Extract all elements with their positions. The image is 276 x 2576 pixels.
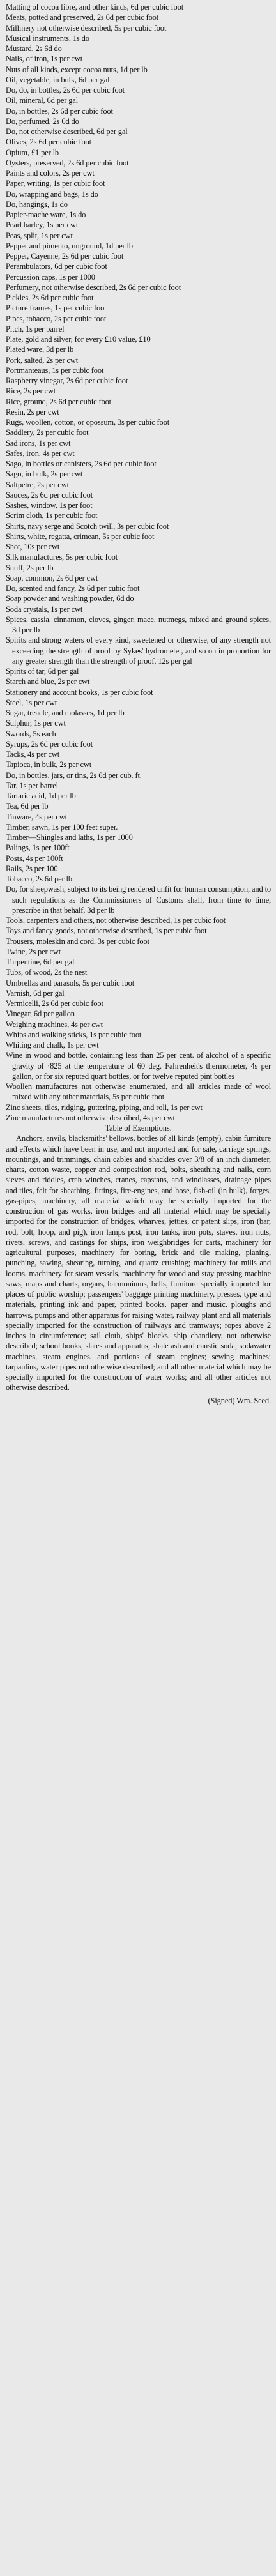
tariff-item: Do, for sheepwash, subject to its being rendered unfit for human consumption, and to such regulations as the Commissioners of Customs shall, from time to time, prescribe in that behalf, 3d per lb: [6, 885, 271, 915]
tariff-item: Shirts, white, regatta, crimean, 5s per cubic foot: [6, 531, 155, 541]
tariff-item: Do, scented and fancy, 2s 6d per cubic foot: [6, 584, 140, 593]
tariff-item: Whiting and chalk, 1s per cwt: [6, 1040, 99, 1049]
tariff-item: Do, do, in bottles, 2s 6d per cubic foot: [6, 86, 125, 95]
tariff-item: Shot, 10s per cwt: [6, 542, 60, 551]
tariff-item: Peas, split, 1s per cwt: [6, 231, 73, 240]
tariff-item: Tea, 6d per lb: [6, 802, 49, 811]
tariff-item: Spirits of tar, 6d per gal: [6, 667, 79, 676]
tariff-item: Sago, in bottles or canisters, 2s 6d per cubic foot: [6, 459, 157, 468]
tariff-item: Raspberry vinegar, 2s 6d per cubic foot: [6, 376, 128, 385]
tariff-item: Snuff, 2s per lb: [6, 563, 54, 572]
tariff-item: Oysters, preserved, 2s 6d per cubic foot: [6, 158, 129, 167]
tariff-item: Sad irons, 1s per cwt: [6, 438, 71, 448]
tariff-item: Matting of cocoa fibre, and other kinds, 6d per cubic foot: [6, 3, 184, 11]
tariff-item: Musical instruments, 1s do: [6, 33, 89, 43]
tariff-item-list: [6, 2, 271, 1123]
tariff-item: Sago, in bulk, 2s per cwt: [6, 469, 83, 479]
tariff-item: Zinc sheets, tiles, ridging, guttering, piping, and roll, 1s per cwt: [6, 1102, 203, 1112]
tariff-item: Saddlery, 2s per cubic foot: [6, 428, 89, 438]
tariff-item: Turpentine, 6d per gal: [6, 957, 75, 966]
tariff-item: Paints and colors, 2s per cwt: [6, 169, 95, 178]
tariff-item: Rice, ground, 2s 6d per cubic foot: [6, 397, 111, 406]
tariff-item: Oil, mineral, 6d per gal: [6, 96, 79, 105]
exemptions-paragraph: Anchors, anvils, blacksmiths' bellows, bottles of all kinds (empty), cabin furniture and effects which have been in use, and not imported and for sale, carriage springs, mountings, and trimmings, chain cables and shackles over 3/8 of an inch diameter, charts, cotton waste, copper and composition rod, bolts, sheathing and nails, corn sieves and riddles, crab winches, cranes, capstans, and windlasses, drainage pipes and tiles, felt for sheathing, fittings, fire-engines, and hose, fish-oil (in bulk), forges, gas-pipes, machinery, all material which may be specially imported for the construction of gas works, iron bridges and all material which may be specially imported for the construction of bridges, wharves, jetties, or patent slips, iron (bar, rod, bolt, hoop, and pig), iron lamps post, iron tanks, iron pots, staves, iron nuts, rivets, screws, and castings for ships, iron weighbridges for carts, machinery for agricultural purposes, machinery for boring, brick and tile making, planing, punching, sawing, shearing, turning, and quartz crushing; machinery for mills and looms, machinery for steam vessels, machinery for wood and stay pressing machine saws, maps and charts, organs, harmoniums, bells, furniture specially imported for places of public worship; passengers' baggage printing machinery, presses, type and materials, printing ink and paper, printed books, paper and music, ploughs and harrows, pumps and other apparatus for raising water, railway plant and all materials specially imported for the construction of railways and tramways; ropes above 2 inches in circumference; sail cloth, ships' blocks, ship chandlery, not otherwise described; school books, slates and apparatus; shale ash and caustic soda; sodawater machines, steam engines, and portions of steam engines; sewing machines; tarpaulins, water pipes not otherwise described; and all other material which may be specially imported for the construction of water works; and all other articles not otherwise described.: [6, 1134, 271, 1392]
tariff-item: Do, not otherwise described, 6d per gal: [6, 127, 128, 136]
tariff-item: Wine in wood and bottle, containing less than 25 per cent. of alcohol of a specific gravity of ·825 at the temperature of 60 deg. Fahrenheit's thermometer, 4s per gallon, or for six reputed quart bottles, or for twelve reputed pint bottles: [6, 1051, 271, 1081]
tariff-item: Resin, 2s per cwt: [6, 407, 59, 416]
tariff-item: Spices, cassia, cinnamon, cloves, ginger, mace, nutmegs, mixed and ground spices, 3d per lb: [6, 614, 271, 634]
tariff-item: Perfumery, not otherwise described, 2s 6d per cubic foot: [6, 282, 181, 292]
tariff-item: Plate, gold and silver, for every £10 value, £10: [6, 335, 151, 344]
tariff-item: Millinery not otherwise described, 5s per cubic foot: [6, 23, 167, 33]
tariff-item: Oil, vegetable, in bulk, 6d per gal: [6, 75, 110, 84]
tariff-item: Tacks, 4s per cwt: [6, 750, 60, 759]
tariff-item: Weighing machines, 4s per cwt: [6, 1019, 103, 1029]
exemptions-heading: Table of Exemptions.: [105, 1124, 172, 1132]
tariff-item: Do, wrapping and bags, 1s do: [6, 189, 98, 199]
tariff-item: Varnish, 6d per gal: [6, 988, 65, 998]
tariff-item: Papier-mache ware, 1s do: [6, 210, 86, 219]
tariff-item: Soda crystals, 1s per cwt: [6, 604, 83, 614]
tariff-item: Sugar, treacle, and molasses, 1d per lb: [6, 708, 125, 717]
tariff-item: Perambulators, 6d per cubic foot: [6, 262, 107, 271]
tariff-item: Tubs, of wood, 2s the nest: [6, 968, 88, 977]
tariff-item: Pipes, tobacco, 2s per cubic foot: [6, 314, 107, 323]
tariff-item: Plated ware, 3d per lb: [6, 345, 74, 354]
tariff-item: Soap, common, 2s 6d per cwt: [6, 573, 98, 583]
tariff-item: Rice, 2s per cwt: [6, 386, 56, 396]
tariff-item: Tapioca, in bulk, 2s per cwt: [6, 760, 92, 770]
tariff-item: Do, perfumed, 2s 6d do: [6, 116, 79, 126]
tariff-item: Tobacco, 2s 6d per lb: [6, 874, 72, 883]
tariff-item: Spirits and strong waters of every kind, sweetened or otherwise, of any strength not exceeding the strength of proof by Sykes' hydrometer, and so on in proportion for any greater strength than the strength of proof, 12s per gal: [6, 636, 271, 666]
tariff-item: Sulphur, 1s per cwt: [6, 719, 66, 728]
signature: (Signed) Wm. Seed.: [208, 1396, 271, 1405]
tariff-item: Mustard, 2s 6d do: [6, 44, 62, 53]
tariff-item: Starch and blue, 2s per cwt: [6, 677, 90, 687]
tariff-item: Pepper and pimento, unground, 1d per lb: [6, 241, 133, 250]
tariff-item: Nails, of iron, 1s per cwt: [6, 54, 83, 64]
tariff-item: Sashes, window, 1s per foot: [6, 501, 93, 510]
tariff-item: Tinware, 4s per cwt: [6, 812, 67, 821]
tariff-item: Stationery and account books, 1s per cubic foot: [6, 687, 153, 697]
tariff-item: Pork, salted, 2s per cwt: [6, 355, 79, 365]
tariff-item: Vinegar, 6d per gallon: [6, 1009, 75, 1019]
tariff-item: Do, in bottles, jars, or tins, 2s 6d per cub. ft.: [6, 770, 142, 780]
tariff-item: Paper, writing, 1s per cubic foot: [6, 179, 105, 188]
tariff-item: Whips and walking sticks, 1s per cubic foot: [6, 1030, 142, 1039]
tariff-item: Meats, potted and preserved, 2s 6d per cubic foot: [6, 13, 159, 22]
tariff-item: Toys and fancy goods, not otherwise described, 1s per cubic foot: [6, 926, 207, 936]
tariff-item: Palings, 1s per 100ft: [6, 843, 70, 853]
tariff-item: Portmanteaus, 1s per cubic foot: [6, 365, 104, 375]
tariff-item: Syrups, 2s 6d per cubic foot: [6, 739, 93, 749]
tariff-item: Tar, 1s per barrel: [6, 781, 58, 790]
tariff-item: Sauces, 2s 6d per cubic foot: [6, 490, 93, 499]
tariff-item: Posts, 4s per 100ft: [6, 853, 63, 863]
tariff-item: Pickles, 2s 6d per cubic foot: [6, 293, 94, 302]
tariff-item: Saltpetre, 2s per cwt: [6, 480, 69, 489]
tariff-item: Rails, 2s per 100: [6, 864, 58, 873]
tariff-item: Tools, carpenters and others, not otherwise described, 1s per cubic foot: [6, 916, 226, 925]
tariff-item: Picture frames, 1s per cubic foot: [6, 303, 107, 313]
tariff-item: Timber—Shingles and laths, 1s per 1000: [6, 833, 133, 842]
tariff-item: Twine, 2s per cwt: [6, 947, 61, 956]
tariff-item: Shirts, navy serge and Scotch twill, 3s per cubic foot: [6, 521, 169, 531]
tariff-item: Do, in bottles, 2s 6d per cubic foot: [6, 106, 113, 116]
tariff-item: Swords, 5s each: [6, 729, 56, 738]
tariff-item: Nuts of all kinds, except cocoa nuts, 1d per lb: [6, 65, 148, 74]
tariff-item: Steel, 1s per cwt: [6, 697, 57, 707]
tariff-item: Vermicelli, 2s 6d per cubic foot: [6, 999, 103, 1008]
tariff-item: Rugs, woollen, cotton, or opossum, 3s per cubic foot: [6, 418, 170, 427]
tariff-item: Trousers, moleskin and cord, 3s per cubic foot: [6, 936, 150, 946]
tariff-item: Woollen manufactures not otherwise enumerated, and all articles made of wool mixed with any other materials, 5s per cubic foot: [6, 1082, 271, 1102]
tariff-item: Safes, iron, 4s per cwt: [6, 448, 75, 458]
tariff-item: Pitch, 1s per barrel: [6, 324, 65, 333]
tariff-item: Pepper, Cayenne, 2s 6d per cubic foot: [6, 252, 124, 261]
tariff-item: Opium, £1 per lb: [6, 148, 59, 157]
tariff-item: Zinc manufactures not otherwise described, 4s per cwt: [6, 1113, 175, 1122]
tariff-item: Soap powder and washing powder, 6d do: [6, 594, 134, 604]
tariff-item: Umbrellas and parasols, 5s per cubic foot: [6, 978, 135, 987]
tariff-item: Scrim cloth, 1s per cubic foot: [6, 511, 98, 521]
tariff-item: Tartaric acid, 1d per lb: [6, 791, 76, 800]
tariff-item: Silk manufactures, 5s per cubic foot: [6, 553, 118, 562]
tariff-item: Percussion caps, 1s per 1000: [6, 272, 95, 282]
tariff-item: Pearl barley, 1s per cwt: [6, 220, 79, 230]
tariff-item: Timber, sawn, 1s per 100 feet super.: [6, 822, 118, 832]
tariff-item: Olives, 2s 6d per cubic foot: [6, 137, 91, 147]
tariff-item: Do, hangings, 1s do: [6, 199, 68, 209]
